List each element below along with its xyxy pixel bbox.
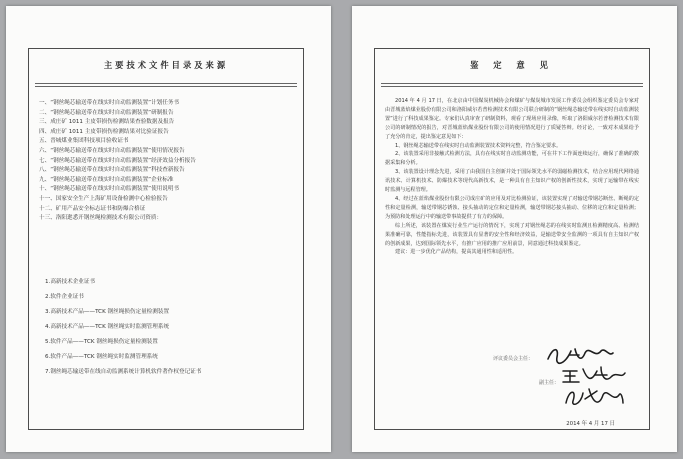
toc-item: 三、成庄矿 1011 主皮带损伤检测结果查验数据及报告 bbox=[39, 119, 175, 126]
qualification-item: 2.软件企业证书 bbox=[45, 294, 84, 300]
appraisal-paragraph: 建议：进一步优化产品结构，提高其通用性和适用性。 bbox=[395, 249, 518, 256]
chair-signature bbox=[545, 345, 615, 367]
appraisal-title: 鉴 定 意 见 bbox=[470, 60, 554, 70]
toc-item: 十三、洛阳逖悉开钢丝绳检测技术有限公司资质： bbox=[39, 215, 163, 222]
toc-item: 十二、矿用产品安全标志证书和防爆合格证 bbox=[39, 205, 146, 212]
title-divider bbox=[35, 83, 297, 87]
appraisal-body bbox=[385, 97, 639, 257]
vice-chair-signature-1 bbox=[561, 365, 627, 385]
toc-item: 十、“钢丝绳芯输送带在线实时自动监测装置”使用说明书 bbox=[39, 186, 180, 193]
qualification-item: 3.高新技术产品——TCK 钢丝绳损伤定量检测装置 bbox=[45, 309, 170, 315]
toc-item: 六、“钢丝绳芯输送带在线实时自动监测装置”使用情况报告 bbox=[39, 147, 185, 154]
qualification-item: 6.软件产品——TCK 钢丝绳实时监测管理系统 bbox=[45, 354, 158, 360]
toc-title: 主要技术文件目录及来源 bbox=[103, 60, 229, 70]
right-document-page bbox=[352, 6, 677, 452]
vice-chair-signature-2 bbox=[563, 385, 625, 409]
qualification-item: 4.高新技术产品——TCK 钢丝绳实时监测管理系统 bbox=[45, 324, 170, 330]
toc-item: 四、成庄矿 1011 主皮带损伤检测结果对比验证报告 bbox=[39, 128, 169, 135]
toc-item: 九、“钢丝绳芯输送带在线实时自动监测装置”企业标准 bbox=[39, 176, 174, 183]
chair-label: 评议委员会主任： bbox=[493, 356, 534, 362]
toc-list bbox=[39, 99, 295, 224]
toc-item: 二、“钢丝绳芯输送带在线实时自动监测装置”研制报告 bbox=[39, 109, 174, 116]
toc-frame bbox=[28, 48, 304, 430]
qualification-item: 7.钢丝绳芯输送带在线自动监测系统计算机软件著作权登记证书 bbox=[45, 369, 202, 375]
vice-chair-label: 副主任： bbox=[539, 380, 560, 386]
toc-item: 五、晋城煤业集团科技项目验收证书 bbox=[39, 138, 129, 145]
appraisal-paragraph: 4、经过在蓝焰煤业股份有限公司成庄矿的应用及对比检测验证，该装置实现了对输送带钢芯断丝、断绳的定性和定量检测，输送带钢芯锈蚀、接头抽动的定位和定量检测，输送带钢芯接头抽动、位移的定位和定量检测；为预防和处理运行中的输送带事故提供了有力的保障。 bbox=[385, 195, 639, 220]
appraisal-paragraph: 1、钢丝绳芯输送带在线实时自动监测装置技术资料完整，符合鉴定要求。 bbox=[395, 142, 562, 149]
qualification-item: 1.高新技术企业证书 bbox=[45, 279, 96, 285]
appraisal-paragraph: 3、该装置设计理念先进，采用了由我国自主创新并处于国际领先水平的弱磁检测技术，结合应用现代网络通讯技术、计算机技术、防爆技术等现代高新技术，是一种具有自主知识产权的创新性技术，实现了运输带在线实时监测与远程管理。 bbox=[385, 169, 639, 194]
left-document-page bbox=[6, 6, 331, 452]
toc-item: 十一、国家安全生产上海矿用设备检测中心检验报告 bbox=[39, 195, 168, 202]
qualification-list bbox=[45, 275, 297, 380]
appraisal-date: 2014 年 4 月 17 日 bbox=[566, 421, 615, 427]
appraisal-paragraph: 综上所述，该装置在煤炭行业生产运行的情况下，实现了对钢丝绳芯的在线实时监测且检测精度高、检测结果准确可靠，性能指标先进，该装置具有显著的安全性和经济效益，是输送带安全监测的一项具有自主知识产权的创新成果，达到国际领先水平，有推广应用的推广应用前景，同意通过科技成果鉴定。 bbox=[385, 222, 639, 247]
toc-item: 七、“钢丝绳芯输送带在线实时自动监测装置”经济效益分析报告 bbox=[39, 157, 196, 164]
appraisal-paragraph: 2014 年 4 月 17 日，在北京由中国煤炭机械协会和煤矿与煤炭城市发展工作委员会组织鉴定委员会专家对由晋城蓝焰煤业股份有限公司和洛阳威尔若普检测技术有限公司联合研制的“钢丝绳芯输送带在线实时自动监测装置”进行了科技成果鉴定。专家们认真审查了研制资料，观看了现场应用录像，听取了洛阳威尔若普检测技术有限公司的研制情况的报告，对晋城蓝焰煤业股份有限公司的使用情况进行了质疑答辩。经讨论，一致对本成果给予了充分的肯定，提出鉴定意见如下： bbox=[385, 98, 639, 140]
qualification-item: 5.软件产品——TCK 钢丝绳损伤定量检测装置 bbox=[45, 339, 158, 345]
toc-item: 一、“钢丝绳芯输送带在线实时自动监测装置”计划任务书 bbox=[39, 100, 180, 106]
signature-area bbox=[375, 349, 649, 429]
appraisal-paragraph: 2、该装置采用非接触式检测方法，具有在线实时自动监测功能，可在井下工作面连续运行，确保了准确的数据采集和分析。 bbox=[385, 151, 639, 167]
toc-item: 八、“钢丝绳芯输送带在线实时自动监测装置”科技查新报告 bbox=[39, 167, 185, 174]
title-divider bbox=[381, 83, 643, 87]
appraisal-frame bbox=[374, 48, 650, 430]
